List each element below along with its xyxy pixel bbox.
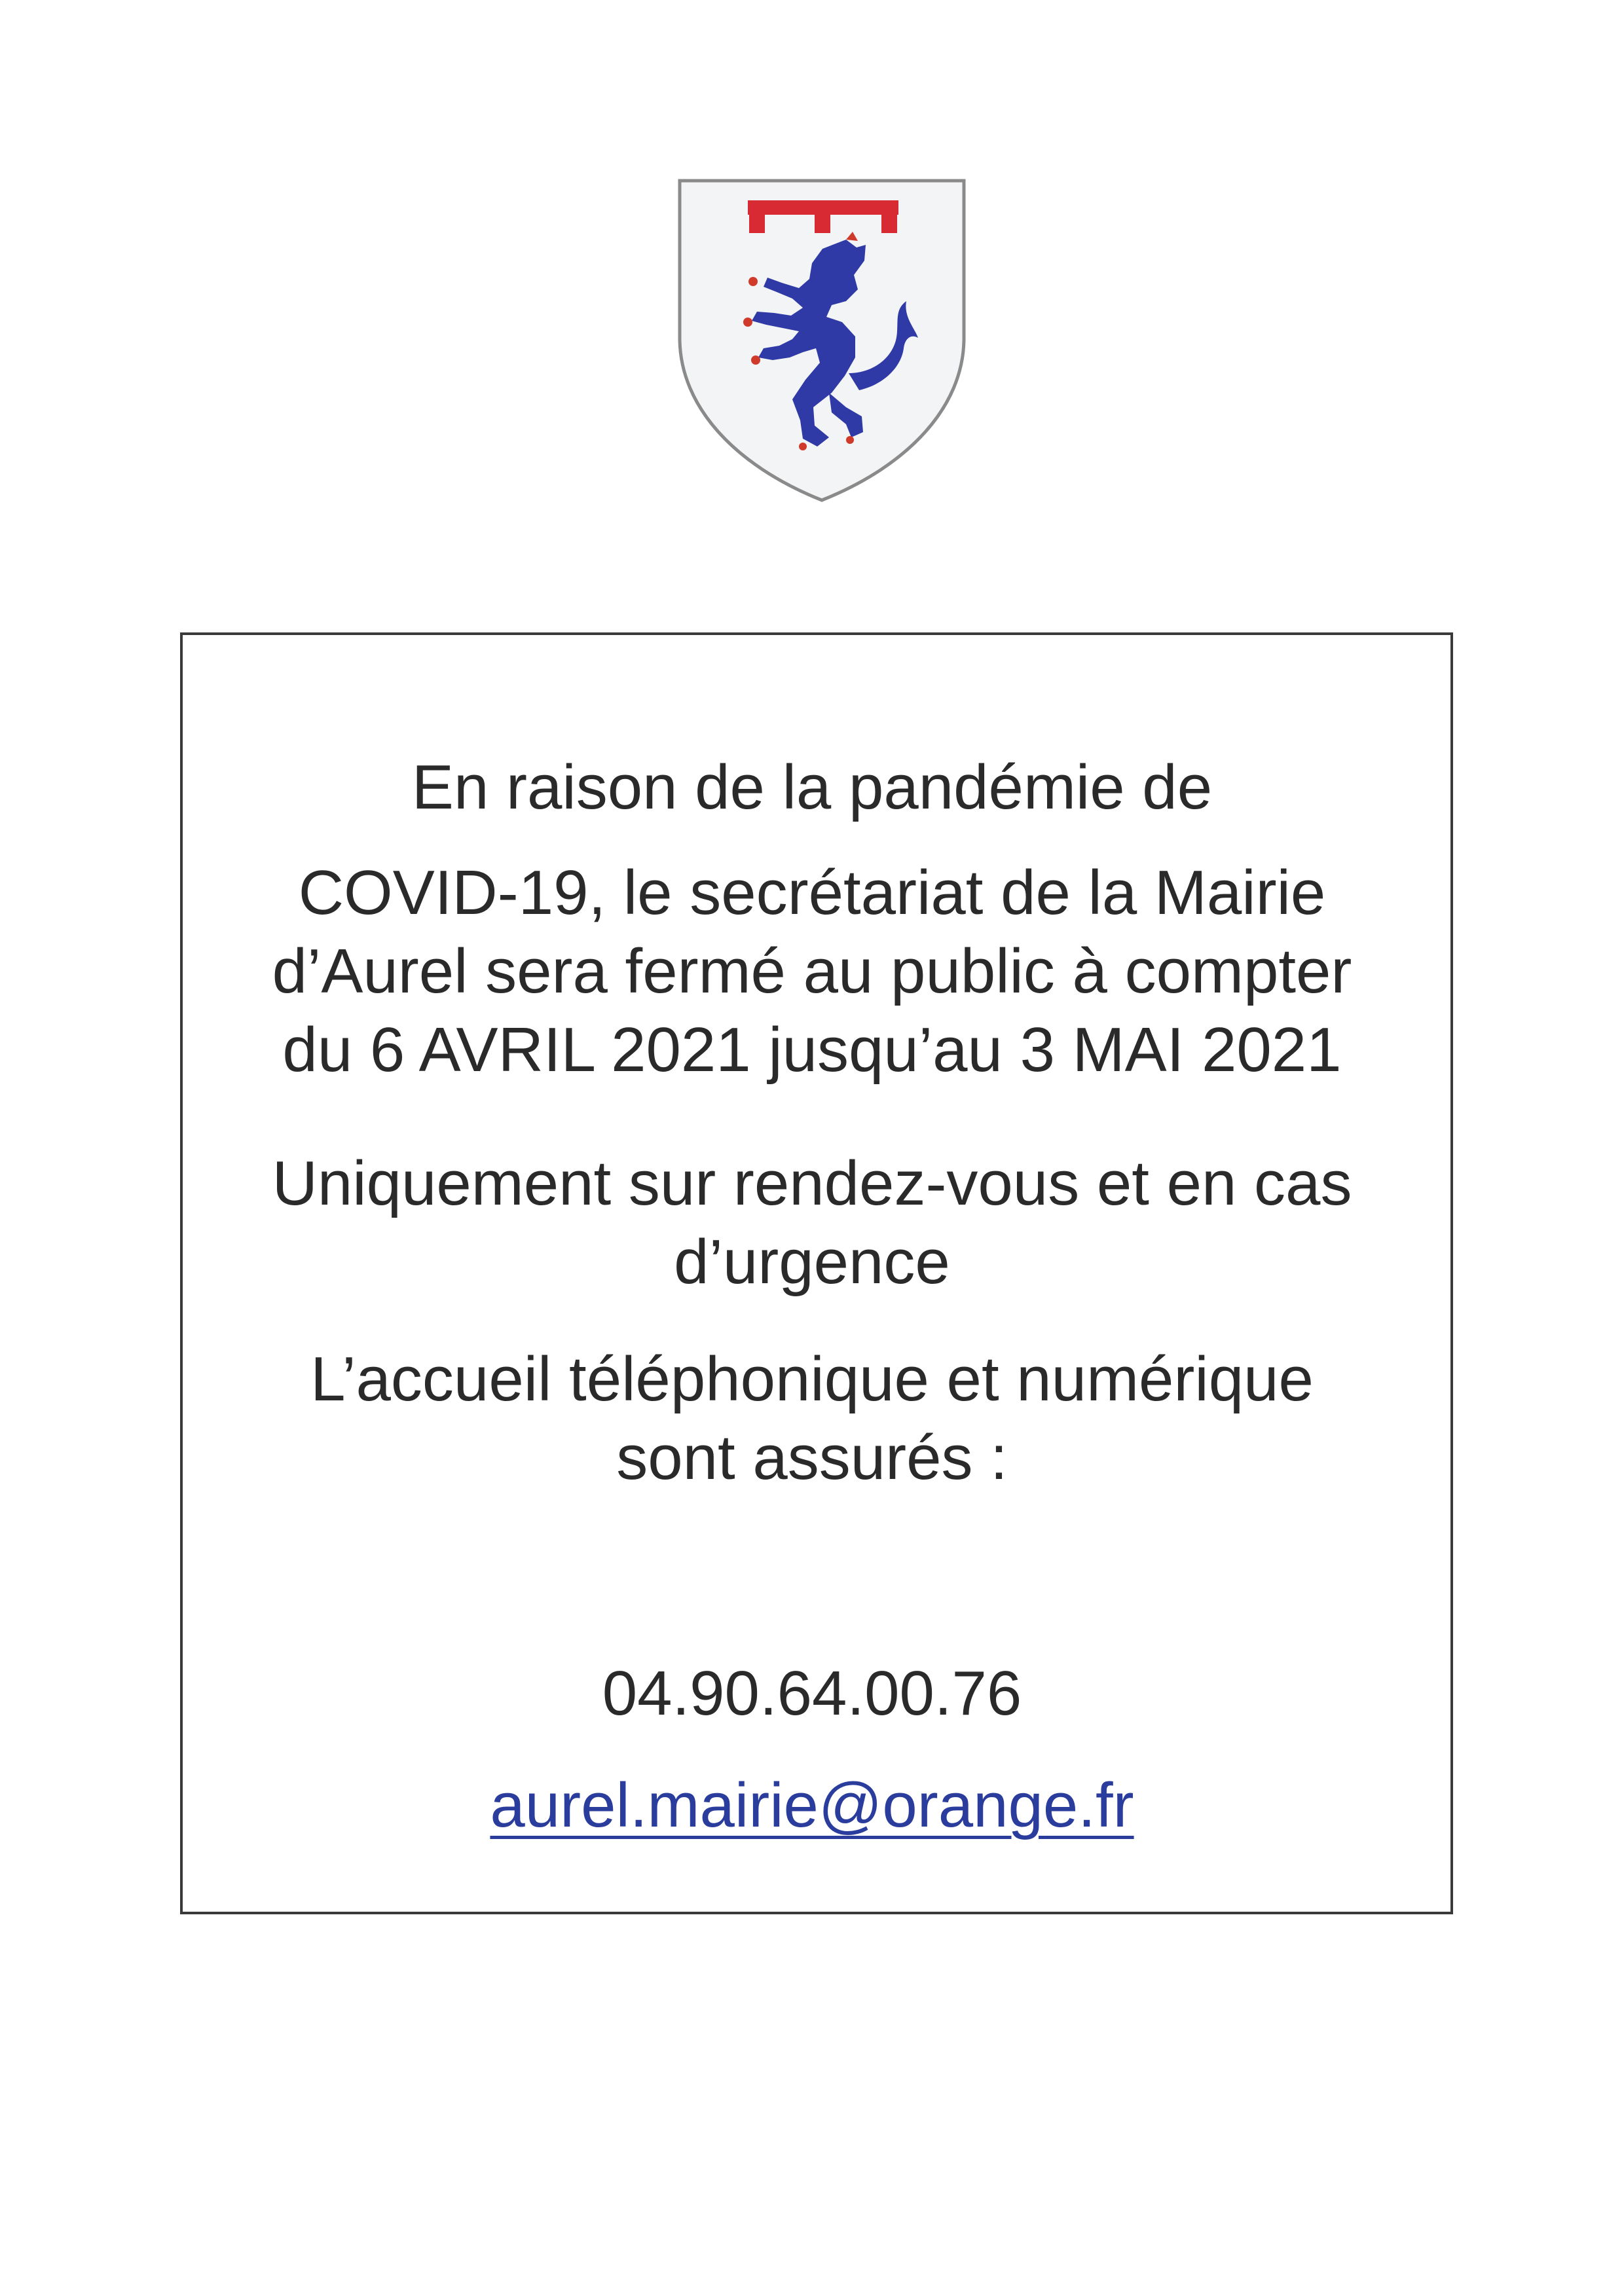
notice-line: COVID-19, le secrétariat de la Mairie: [298, 858, 1326, 928]
notice-paragraph-appointment: [0, 1144, 1624, 1302]
notice-line: d’urgence: [674, 1227, 950, 1297]
phone-number: 04.90.64.00.76: [602, 1658, 1022, 1728]
notice-line: d’Aurel sera fermé au public à compter: [272, 936, 1352, 1006]
notice-paragraph-closure: [0, 854, 1624, 1089]
notice-paragraph-pandemic: [0, 748, 1624, 827]
notice-line: du 6 AVRIL 2021 jusqu’au 3 MAI 2021: [282, 1015, 1342, 1085]
notice-line: sont assurés :: [616, 1423, 1008, 1493]
notice-line: En raison de la pandémie de: [411, 752, 1213, 822]
notice-line: L’accueil téléphonique et numérique: [310, 1344, 1314, 1414]
email-link[interactable]: aurel.mairie@orange.fr: [490, 1770, 1134, 1840]
coat-of-arms-icon: [674, 177, 969, 504]
email-link-wrapper: [0, 1766, 1624, 1845]
municipal-coat-of-arms: [674, 177, 969, 504]
notice-paragraph-contact: [0, 1340, 1624, 1497]
notice-line: Uniquement sur rendez-vous et en cas: [272, 1148, 1352, 1218]
